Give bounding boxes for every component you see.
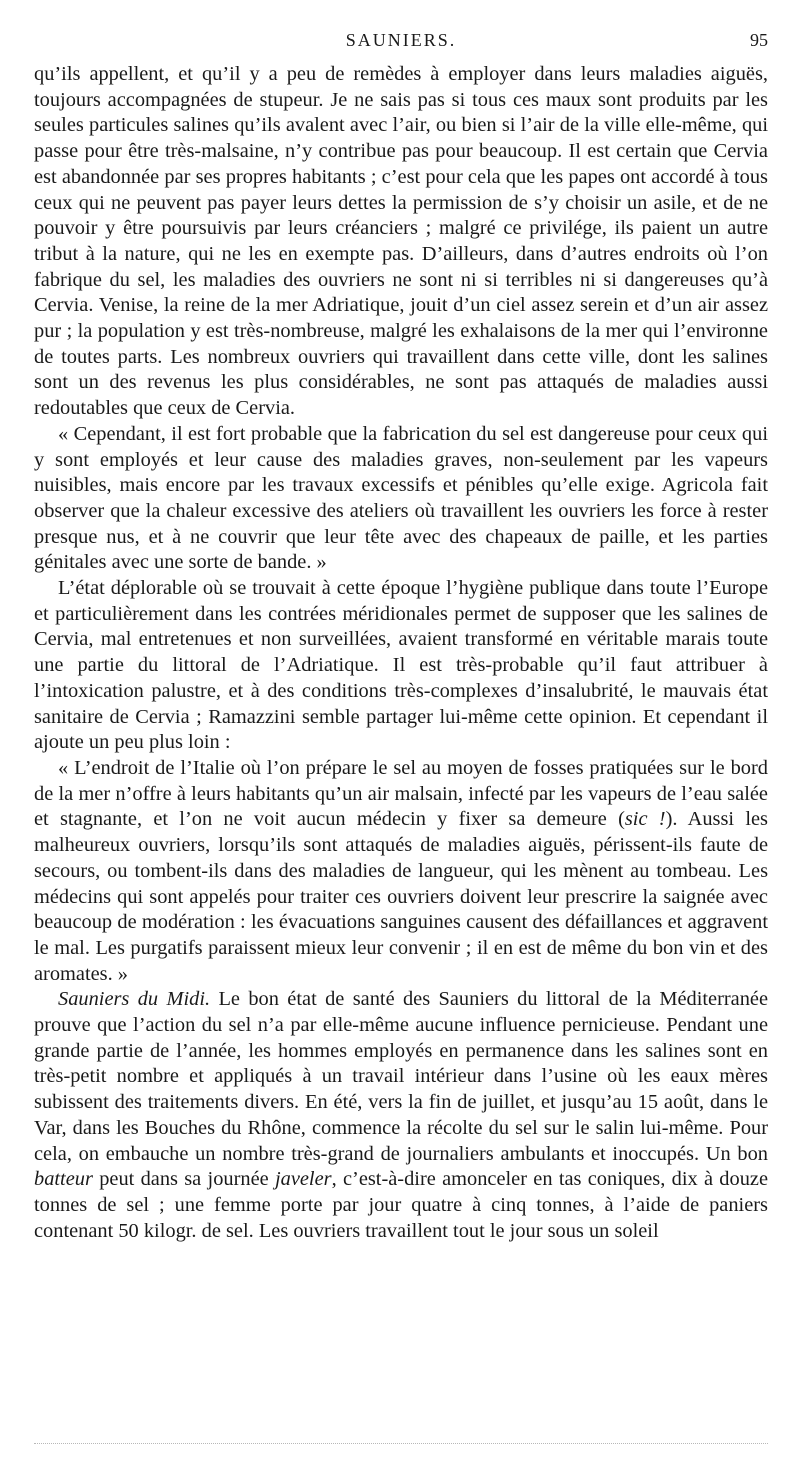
page-number: 95 — [750, 30, 768, 50]
paragraph-5-text-a: Le bon état de santé des Sauniers du littoral de la Méditerranée prouve que l’action du sel n’a par elle-même aucune influence pernicieuse. Pendant une grande partie de l’année, les hommes employés en permanence dans les salines sont en très-petit nombre et appliqués à un travail intérieur dans l’usine où les eaux mères subissent des traitements divers. En été, vers la fin de juillet, et jusqu’au 15 août, dans le Var, dans les Bouches du Rhône, commence la récolte du sel sur le salin lui-même. Pour cela, on embauche un nombre très-grand de journaliers ambulants et inoccupés. Un bon — [34, 988, 769, 1165]
sic-annotation: sic ! — [624, 808, 666, 831]
term-javeler: javeler — [274, 1168, 332, 1191]
paragraph-2-quote: « Cependant, il est fort probable que la fabrication du sel est dangereuse pour ceux qui y sont employés et leur cause des maladies graves, non-seulement par les vapeurs nuisibles, mais encore par les travaux excessifs et pénibles qu’elle exige. Agricola fait observer que la chaleur excessive des ateliers où travaillent les ouvriers les force à rester presque nus, et à ne couvrir que leur tête avec des chapeaux de paille, et les parties génitales avec une sorte de bande. » — [34, 422, 768, 574]
paragraph-5 — [34, 987, 768, 1244]
body-text — [34, 62, 768, 1244]
paragraph-5-text-c: , c’est-à-dire amonceler en tas coniques, dix à douze tonnes de sel ; une femme porte par jour quatre à cinq tonnes, à l’aide de paniers contenant 50 kilogr. de sel. Les ouvriers travaillent tout le jour sous un soleil — [34, 1168, 768, 1242]
running-title: SAUNIERS. — [345, 30, 457, 50]
paragraph-5-text-b: peut dans sa journée — [92, 1168, 275, 1191]
paragraph-4-text-a: « L’endroit de l’Italie où l’on prépare le sel au moyen de fosses pratiquées sur le bord de la mer n’offre à leurs habitants qu’un air malsain, infecté par les vapeurs de l’eau salée et stagnante, et l’on ne voit aucun médecin y fixer sa demeure ( — [34, 756, 768, 831]
paragraph-4-quote — [34, 756, 768, 987]
paragraph-1: qu’ils appellent, et qu’il y a peu de remèdes à employer dans leurs maladies aiguës, toujours accompagnées de stupeur. Je ne sais pas si tous ces maux sont produits par les seules particules salines qu’ils avalent avec l’air, ou bien si l’air de la ville elle-même, qui passe pour être très-malsaine, n’y contribue pas pour beaucoup. Il est certain que Cervia est abandonnée par ses propres habitants ; c’est pour cela que les papes ont accordé à tous ceux qui ne peuvent pas payer leurs dettes la permission de s’y choisir un asile, et de ne pouvoir y être poursuivis par leurs créanciers ; malgré ce privilége, ils paient un autre tribut à la nature, qui ne les en exempte pas. D’ailleurs, dans d’autres endroits où l’on fabrique du sel, les maladies des ouvriers ne sont ni si terribles ni si dangereuses qu’à Cervia. Venise, la reine de la mer Adriatique, jouit d’un ciel assez serein et d’un air assez pur ; la population y est très-nombreuse, malgré les exhalaisons de la mer qui l’environne de toutes parts. Les nombreux ouvriers qui travaillent dans cette ville, dont les salines sont un des revenus les plus considérables, ne sont pas attaqués de maladies aussi redoutables que ceux de Cervia. — [34, 63, 768, 420]
paragraph-4-text-b: ). Aussi les malheureux ouvriers, lorsqu’ils sont attaqués de maladies aiguës, périssent-ils faute de secours, ou tombent-ils dans des maladies de langueur, qui les mènent au tombeau. Les médecins qui sont appelés pour traiter ces ouvriers doivent leur prescrire la saignée avec beaucoup de modération : les évacuations sanguines causent des défaillances et aggravent le mal. Les purgatifs paraissent mieux leur convenir ; il en est de même du bon vin et des aromates. » — [34, 808, 768, 985]
term-batteur: batteur — [34, 1168, 93, 1191]
running-header — [34, 30, 768, 56]
bottom-dotted-rule — [34, 1443, 768, 1444]
section-heading-sauniers-du-midi: Sauniers du Midi. — [58, 988, 211, 1011]
paragraph-3: L’état déplorable où se trouvait à cette époque l’hygiène publique dans toute l’Europe et particulièrement dans les contrées méridionales permet de supposer que les salines de Cervia, mal entretenues et non surveillées, avaient transformé en véritable marais toute une partie du littoral de l’Adriatique. Il est très-probable qu’il faut attribuer à l’intoxication palustre, et à des conditions très-complexes d’insalubrité, le mauvais état sanitaire de Cervia ; Ramazzini semble partager lui-même cette opinion. Et cependant il ajoute un peu plus loin : — [34, 577, 768, 754]
